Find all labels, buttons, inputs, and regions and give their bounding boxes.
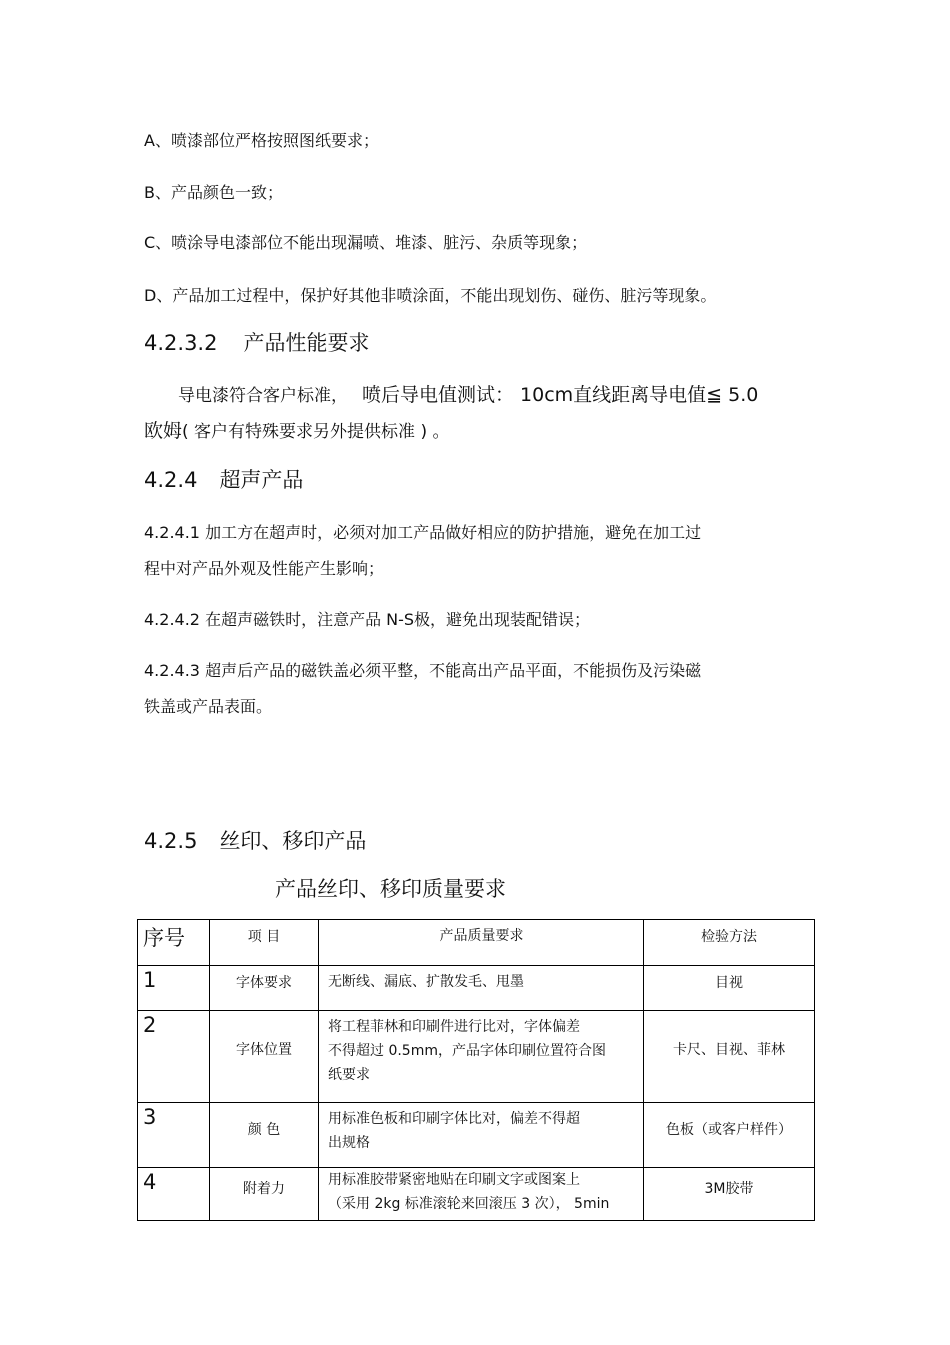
section-heading-424 xyxy=(144,464,303,494)
requirement-line: （采用 2kg 标准滚轮来回滚压 3 次）， 5min xyxy=(328,1196,610,1212)
paragraph-4243-line2: 铁盖或产品表面。 xyxy=(144,697,273,716)
section-title: 产品性能要求 xyxy=(243,331,370,355)
table-row xyxy=(138,966,815,1011)
performance-paragraph-line1 xyxy=(178,380,758,407)
requirement-line: 将工程菲林和印刷件进行比对，字体偏差 xyxy=(328,1019,580,1035)
table-row xyxy=(138,1103,815,1168)
paragraph-4242: 4.2.4.2 在超声磁铁时，注意产品 N-S极，避免出现装配错误； xyxy=(144,610,591,629)
requirement-line: 出规格 xyxy=(328,1135,370,1151)
row-requirement xyxy=(319,966,644,1011)
section-number: 4.2.4 xyxy=(144,468,198,492)
section-heading-4232 xyxy=(144,327,369,357)
list-item-b: B、产品颜色一致； xyxy=(144,183,283,202)
row-method: 3M胶带 xyxy=(644,1168,815,1221)
list-item-a: A、喷漆部位严格按照图纸要求； xyxy=(144,131,379,150)
row-method: 卡尺、目视、菲林 xyxy=(644,1011,815,1103)
row-requirement xyxy=(319,1011,644,1103)
section-number: 4.2.3.2 xyxy=(144,331,218,355)
table-row xyxy=(138,1011,815,1103)
quality-table xyxy=(137,919,815,1221)
requirement-line: 用标准色板和印刷字体比对，偏差不得超 xyxy=(328,1111,580,1127)
section-heading-425 xyxy=(144,825,366,855)
table-caption: 产品丝印、移印质量要求 xyxy=(275,877,506,901)
performance-paragraph-line2 xyxy=(144,416,450,443)
paragraph-4241-line1: 4.2.4.1 加工方在超声时，必须对加工产品做好相应的防护措施，避免在加工过 xyxy=(144,523,702,542)
table-row xyxy=(138,1168,815,1221)
requirement-line: 纸要求 xyxy=(328,1067,370,1083)
paragraph-text: 欧姆 xyxy=(144,420,183,442)
paragraph-text: 导电漆符合客户标准， xyxy=(178,386,348,406)
row-item: 颜 色 xyxy=(210,1103,319,1168)
row-item: 字体要求 xyxy=(210,966,319,1011)
row-requirement xyxy=(319,1168,644,1221)
paragraph-4243-line1: 4.2.4.3 超声后产品的磁铁盖必须平整，不能高出产品平面，不能损伤及污染磁 xyxy=(144,661,702,680)
section-number: 4.2.5 xyxy=(144,829,198,853)
requirement-line: 不得超过 0.5mm，产品字体印刷位置符合图 xyxy=(328,1043,606,1059)
section-title: 超声产品 xyxy=(219,468,304,492)
row-method: 色板（或客户样件） xyxy=(644,1103,815,1168)
paragraph-4241-line2: 程中对产品外观及性能产生影响； xyxy=(144,559,385,578)
paragraph-text: ( 客户有特殊要求另外提供标准 ) 。 xyxy=(182,422,450,442)
requirement-line: 用标准胶带紧密地贴在印刷文字或图案上 xyxy=(328,1172,580,1188)
row-number: 2 xyxy=(138,1011,210,1103)
row-requirement xyxy=(319,1103,644,1168)
header-cell-requirement: 产品质量要求 xyxy=(319,920,644,966)
header-cell-item: 项 目 xyxy=(210,920,319,966)
row-number: 1 xyxy=(138,966,210,1011)
list-item-d: D、产品加工过程中，保护好其他非喷涂面，不能出现划伤、碰伤、脏污等现象。 xyxy=(144,286,717,305)
table-header-row xyxy=(138,920,815,966)
paragraph-text: 喷后导电值测试： 10cm直线距离导电值≦ 5.0 xyxy=(362,384,759,406)
header-cell-no: 序号 xyxy=(138,920,210,966)
list-item-c: C、喷涂导电漆部位不能出现漏喷、堆漆、脏污、杂质等现象； xyxy=(144,233,588,252)
header-cell-method: 检验方法 xyxy=(644,920,815,966)
section-title: 丝印、移印产品 xyxy=(219,829,367,853)
row-number: 4 xyxy=(138,1168,210,1221)
row-number: 3 xyxy=(138,1103,210,1168)
row-method: 目视 xyxy=(644,966,815,1011)
row-item: 附着力 xyxy=(210,1168,319,1221)
row-item: 字体位置 xyxy=(210,1011,319,1103)
requirement-line: 无断线、漏底、扩散发毛、甩墨 xyxy=(328,974,524,990)
